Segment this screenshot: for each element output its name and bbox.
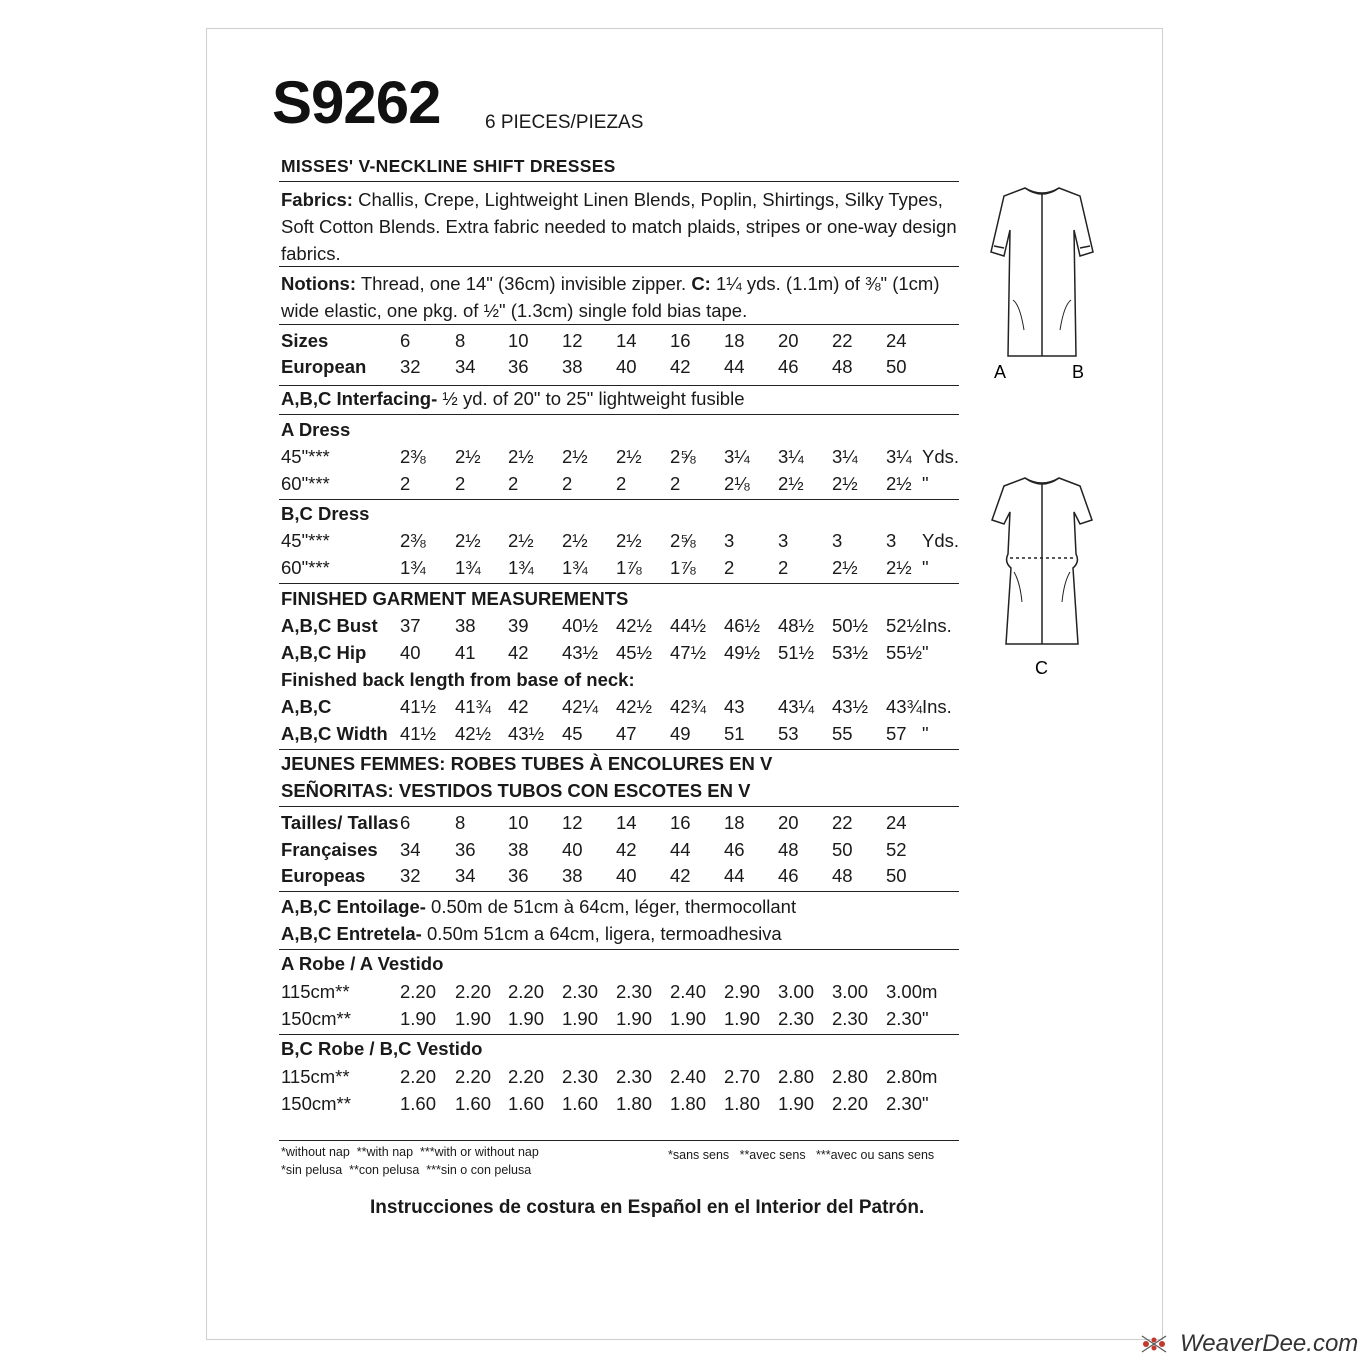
interfacing-line bbox=[281, 388, 745, 410]
sizes-row-cell: 20 bbox=[778, 330, 799, 351]
width-row-cell: 57 bbox=[886, 723, 907, 744]
bc-dress-60-row-unit: " bbox=[922, 557, 929, 578]
bc-dress-45-row-cell: 2⅜ bbox=[400, 530, 426, 551]
bc-dress-60-row-cell: 1⅞ bbox=[670, 557, 696, 578]
figure-label-a: A bbox=[994, 362, 1007, 382]
francaises-row-cell: 36 bbox=[455, 839, 476, 860]
bc-dress-60-row-cell: 2½ bbox=[886, 557, 912, 578]
bc-robe-115-row-cell: 2.80 bbox=[886, 1066, 923, 1087]
bust-row-cell: 38 bbox=[455, 615, 476, 636]
sizes-row-cell: 22 bbox=[832, 330, 853, 351]
europeas-row-cell: 46 bbox=[778, 865, 799, 886]
tailles-row-cell: 8 bbox=[455, 812, 466, 833]
bc-robe-115-row-cell: 2.20 bbox=[400, 1066, 437, 1087]
a-robe-115-row-cell: 2.20 bbox=[508, 981, 545, 1002]
bc-dress-60-row-cell: 2 bbox=[724, 557, 735, 578]
figure-label-c: C bbox=[1035, 658, 1048, 678]
a-dress-60-row-label: 60"*** bbox=[281, 473, 330, 494]
divider bbox=[279, 949, 959, 950]
europeas-row-cell: 36 bbox=[508, 865, 529, 886]
footnote-en-3: ***with or without nap bbox=[420, 1145, 539, 1159]
bc-robe-150-row-cell: 1.80 bbox=[670, 1093, 707, 1114]
sizes-row-cell: 16 bbox=[670, 330, 691, 351]
notions-block bbox=[281, 270, 971, 324]
width-row-cell: 49 bbox=[670, 723, 691, 744]
european-row-cell: 46 bbox=[778, 356, 799, 377]
a-robe-150-row-cell: 2.30 bbox=[778, 1008, 815, 1029]
a-dress-45-row-cell: 3¼ bbox=[886, 446, 912, 467]
a-dress-45-row-label: 45"*** bbox=[281, 446, 330, 467]
entoilage-label: A,B,C Entoilage- bbox=[281, 896, 426, 917]
width-row-cell: 55 bbox=[832, 723, 853, 744]
a-dress-45-row-cell: 3¼ bbox=[778, 446, 804, 467]
a-dress-60-row-cell: 2 bbox=[400, 473, 411, 494]
tailles-row-cell: 18 bbox=[724, 812, 745, 833]
back-length-row-cell: 41½ bbox=[400, 696, 437, 717]
bust-row-unit: Ins. bbox=[922, 615, 952, 636]
sizes-row-cell: 8 bbox=[455, 330, 466, 351]
divider bbox=[279, 414, 959, 415]
hip-row-cell: 55½ bbox=[886, 642, 923, 663]
europeas-row-cell: 40 bbox=[616, 865, 637, 886]
bc-robe-115-row-cell: 2.20 bbox=[455, 1066, 492, 1087]
bust-row-cell: 39 bbox=[508, 615, 529, 636]
bc-robe-150-row-cell: 1.60 bbox=[508, 1093, 545, 1114]
fabrics-label: Fabrics: bbox=[281, 189, 353, 210]
back-length-row-unit: Ins. bbox=[922, 696, 952, 717]
width-row-label: A,B,C Width bbox=[281, 723, 388, 744]
hip-row-cell: 51½ bbox=[778, 642, 815, 663]
francaises-row-label: Françaises bbox=[281, 839, 378, 860]
back-length-row-cell: 43¾ bbox=[886, 696, 923, 717]
a-robe-150-row-cell: 1.90 bbox=[562, 1008, 599, 1029]
bc-dress-45-row-cell: 3 bbox=[886, 530, 897, 551]
europeas-row-cell: 38 bbox=[562, 865, 583, 886]
a-dress-60-row-cell: 2⅛ bbox=[724, 473, 750, 494]
bc-robe-115-row-unit: m bbox=[922, 1066, 938, 1087]
francaises-row-cell: 38 bbox=[508, 839, 529, 860]
bc-robe-115-row-cell: 2.70 bbox=[724, 1066, 761, 1087]
european-row-cell: 40 bbox=[616, 356, 637, 377]
francaises-row-cell: 48 bbox=[778, 839, 799, 860]
tailles-row-label: Tailles/ Tallas bbox=[281, 812, 399, 833]
a-dress-45-row-cell: 2⅝ bbox=[670, 446, 696, 467]
europeas-row-cell: 48 bbox=[832, 865, 853, 886]
a-robe-115-row-cell: 2.30 bbox=[616, 981, 653, 1002]
bc-dress-45-row-cell: 2½ bbox=[562, 530, 588, 551]
a-robe-heading: A Robe / A Vestido bbox=[281, 953, 444, 974]
watermark: WeaverDee.com bbox=[1180, 1330, 1359, 1357]
footnote-fr-1: *sans sens bbox=[668, 1148, 730, 1162]
divider bbox=[279, 583, 959, 584]
european-row-cell: 44 bbox=[724, 356, 745, 377]
bc-dress-45-row-cell: 2½ bbox=[455, 530, 481, 551]
footnote-fr-3: ***avec ou sans sens bbox=[816, 1148, 935, 1162]
francaises-row-cell: 44 bbox=[670, 839, 691, 860]
a-dress-60-row-cell: 2 bbox=[670, 473, 681, 494]
european-row-cell: 50 bbox=[886, 356, 907, 377]
divider bbox=[279, 1034, 959, 1035]
footnote-en-1: *without nap bbox=[281, 1145, 350, 1159]
back-length-row-cell: 43 bbox=[724, 696, 745, 717]
a-dress-45-row-cell: 2½ bbox=[455, 446, 481, 467]
bc-robe-115-row-cell: 2.20 bbox=[508, 1066, 545, 1087]
bc-robe-150-row-cell: 1.60 bbox=[562, 1093, 599, 1114]
divider bbox=[279, 385, 959, 386]
bust-row-cell: 40½ bbox=[562, 615, 599, 636]
back-length-row-cell: 42¼ bbox=[562, 696, 599, 717]
a-robe-115-row-cell: 2.30 bbox=[562, 981, 599, 1002]
sizes-row-cell: 12 bbox=[562, 330, 583, 351]
european-row-cell: 48 bbox=[832, 356, 853, 377]
width-row-cell: 47 bbox=[616, 723, 637, 744]
bust-row-cell: 44½ bbox=[670, 615, 707, 636]
hip-row-cell: 42 bbox=[508, 642, 529, 663]
hip-row-cell: 47½ bbox=[670, 642, 707, 663]
bc-dress-60-row-cell: 1¾ bbox=[455, 557, 481, 578]
a-dress-60-row-cell: 2 bbox=[455, 473, 466, 494]
pieces-count: 6 PIECES/PIEZAS bbox=[485, 112, 644, 133]
sizes-row-cell: 24 bbox=[886, 330, 907, 351]
francaises-row-cell: 46 bbox=[724, 839, 745, 860]
a-robe-150-row-unit: " bbox=[922, 1008, 929, 1029]
divider bbox=[279, 181, 959, 182]
sizes-row-cell: 10 bbox=[508, 330, 529, 351]
a-dress-45-row-cell: 2½ bbox=[562, 446, 588, 467]
bc-dress-heading: B,C Dress bbox=[281, 503, 370, 524]
bc-dress-60-row-cell: 1⅞ bbox=[616, 557, 642, 578]
back-length-row-cell: 42½ bbox=[616, 696, 653, 717]
sizes-row-cell: 18 bbox=[724, 330, 745, 351]
a-robe-115-row-cell: 3.00 bbox=[886, 981, 923, 1002]
a-dress-45-row-unit: Yds. bbox=[922, 446, 960, 467]
tailles-row-cell: 20 bbox=[778, 812, 799, 833]
notions-text-2: 1¼ yds. (1.1m) of ⅜" (1cm) wide elastic, one pkg. of ½" (1.3cm) single fold bias tape. bbox=[281, 273, 940, 321]
hip-row-cell: 45½ bbox=[616, 642, 653, 663]
bust-row-cell: 52½ bbox=[886, 615, 923, 636]
a-robe-150-row-cell: 1.90 bbox=[508, 1008, 545, 1029]
notions-text-1: Thread, one 14" (36cm) invisible zipper. bbox=[356, 273, 692, 294]
a-robe-115-row-cell: 3.00 bbox=[832, 981, 869, 1002]
a-dress-45-row-cell: 3¼ bbox=[832, 446, 858, 467]
entretela-text: 0.50m 51cm a 64cm, ligera, termoadhesiva bbox=[421, 923, 782, 944]
european-row-cell: 38 bbox=[562, 356, 583, 377]
hip-row-unit: " bbox=[922, 642, 929, 663]
bc-robe-150-row-unit: " bbox=[922, 1093, 929, 1114]
a-robe-115-row-cell: 3.00 bbox=[778, 981, 815, 1002]
pattern-title: MISSES' V-NECKLINE SHIFT DRESSES bbox=[281, 156, 616, 176]
bc-dress-60-row-cell: 1¾ bbox=[400, 557, 426, 578]
bc-dress-45-row-cell: 3 bbox=[832, 530, 843, 551]
bc-dress-60-row-cell: 2½ bbox=[832, 557, 858, 578]
bc-robe-heading: B,C Robe / B,C Vestido bbox=[281, 1038, 483, 1059]
a-robe-150-row-cell: 1.90 bbox=[400, 1008, 437, 1029]
a-robe-115-row-label: 115cm** bbox=[281, 981, 350, 1002]
footnote-es bbox=[281, 1163, 531, 1177]
hip-row-cell: 41 bbox=[455, 642, 476, 663]
bc-dress-45-row-cell: 3 bbox=[724, 530, 735, 551]
a-dress-45-row-cell: 2½ bbox=[508, 446, 534, 467]
bc-dress-45-row-cell: 2½ bbox=[616, 530, 642, 551]
europeas-row-cell: 44 bbox=[724, 865, 745, 886]
sizes-row-cell: 6 bbox=[400, 330, 411, 351]
a-robe-150-row-cell: 2.30 bbox=[832, 1008, 869, 1029]
figure-label-b: B bbox=[1072, 362, 1085, 382]
footnote-es-1: *sin pelusa bbox=[281, 1163, 343, 1177]
bust-row-label: A,B,C Bust bbox=[281, 615, 378, 636]
a-dress-45-row-cell: 3¼ bbox=[724, 446, 750, 467]
hip-row-cell: 43½ bbox=[562, 642, 599, 663]
tailles-row-cell: 10 bbox=[508, 812, 529, 833]
a-robe-150-row-cell: 1.90 bbox=[616, 1008, 653, 1029]
spanish-instructions-note: Instrucciones de costura en Español en el Interior del Patrón. bbox=[370, 1197, 925, 1218]
bc-robe-115-row-cell: 2.40 bbox=[670, 1066, 707, 1087]
divider bbox=[279, 266, 959, 267]
tailles-row-cell: 14 bbox=[616, 812, 637, 833]
a-dress-45-row-cell: 2⅜ bbox=[400, 446, 426, 467]
bc-robe-115-row-cell: 2.30 bbox=[562, 1066, 599, 1087]
back-length-heading: Finished back length from base of neck: bbox=[281, 669, 635, 690]
bc-dress-45-row-cell: 2½ bbox=[508, 530, 534, 551]
bc-robe-150-row-cell: 1.80 bbox=[724, 1093, 761, 1114]
back-length-row-cell: 43½ bbox=[832, 696, 869, 717]
notions-label: Notions: bbox=[281, 273, 357, 294]
bust-row-cell: 37 bbox=[400, 615, 421, 636]
a-robe-150-row-cell: 2.30 bbox=[886, 1008, 923, 1029]
bc-robe-150-row-label: 150cm** bbox=[281, 1093, 351, 1114]
a-robe-115-row-cell: 2.20 bbox=[455, 981, 492, 1002]
interfacing-label: A,B,C Interfacing- bbox=[281, 388, 438, 409]
bust-row-cell: 46½ bbox=[724, 615, 761, 636]
francaises-row-cell: 34 bbox=[400, 839, 421, 860]
fabrics-block bbox=[281, 186, 971, 267]
europeas-row-cell: 32 bbox=[400, 865, 421, 886]
a-robe-115-row-cell: 2.40 bbox=[670, 981, 707, 1002]
width-row-cell: 43½ bbox=[508, 723, 545, 744]
a-dress-60-row-cell: 2 bbox=[562, 473, 573, 494]
tailles-row-cell: 6 bbox=[400, 812, 411, 833]
hip-row-cell: 49½ bbox=[724, 642, 761, 663]
a-dress-60-row-cell: 2 bbox=[616, 473, 627, 494]
european-row-label: European bbox=[281, 356, 367, 377]
bc-dress-60-row-cell: 1¾ bbox=[562, 557, 588, 578]
bc-dress-60-row-label: 60"*** bbox=[281, 557, 330, 578]
bc-robe-150-row-cell: 1.60 bbox=[400, 1093, 437, 1114]
dress-ab-illustration bbox=[980, 180, 1100, 390]
dress-c-illustration bbox=[980, 472, 1100, 682]
a-dress-60-row-cell: 2½ bbox=[832, 473, 858, 494]
entretela-line bbox=[281, 923, 782, 945]
width-row-unit: " bbox=[922, 723, 929, 744]
divider bbox=[279, 499, 959, 500]
footnote-en-2: **with nap bbox=[356, 1145, 414, 1159]
french-title: JEUNES FEMMES: ROBES TUBES À ENCOLURES EN V bbox=[281, 753, 773, 774]
entoilage-text: 0.50m de 51cm à 64cm, léger, thermocollant bbox=[425, 896, 797, 917]
width-row-cell: 42½ bbox=[455, 723, 492, 744]
spanish-title: SEÑORITAS: VESTIDOS TUBOS CON ESCOTES EN V bbox=[281, 780, 751, 801]
interfacing-text: ½ yd. of 20" to 25" lightweight fusible bbox=[437, 388, 745, 409]
francaises-row-cell: 50 bbox=[832, 839, 853, 860]
back-length-row-label: A,B,C bbox=[281, 696, 332, 717]
width-row-cell: 41½ bbox=[400, 723, 437, 744]
bc-robe-115-row-cell: 2.80 bbox=[778, 1066, 815, 1087]
back-length-row-cell: 42 bbox=[508, 696, 529, 717]
divider bbox=[279, 324, 959, 325]
bc-dress-45-row-cell: 2⅝ bbox=[670, 530, 696, 551]
bc-robe-115-row-cell: 2.80 bbox=[832, 1066, 869, 1087]
width-row-cell: 45 bbox=[562, 723, 583, 744]
a-robe-150-row-cell: 1.90 bbox=[670, 1008, 707, 1029]
europeas-row-label: Europeas bbox=[281, 865, 366, 886]
europeas-row-cell: 34 bbox=[455, 865, 476, 886]
european-row-cell: 32 bbox=[400, 356, 421, 377]
european-row-cell: 42 bbox=[670, 356, 691, 377]
a-dress-60-row-unit: " bbox=[922, 473, 929, 494]
bc-robe-150-row-cell: 2.20 bbox=[832, 1093, 869, 1114]
a-dress-60-row-cell: 2½ bbox=[778, 473, 804, 494]
bc-robe-150-row-cell: 1.90 bbox=[778, 1093, 815, 1114]
divider bbox=[279, 1140, 959, 1141]
back-length-row-cell: 41¾ bbox=[455, 696, 492, 717]
europeas-row-cell: 42 bbox=[670, 865, 691, 886]
footnote-es-2: **con pelusa bbox=[349, 1163, 420, 1177]
bc-robe-150-row-cell: 1.80 bbox=[616, 1093, 653, 1114]
tailles-row-cell: 12 bbox=[562, 812, 583, 833]
a-robe-115-row-cell: 2.90 bbox=[724, 981, 761, 1002]
a-robe-115-row-cell: 2.20 bbox=[400, 981, 437, 1002]
hip-row-cell: 53½ bbox=[832, 642, 869, 663]
tailles-row-cell: 24 bbox=[886, 812, 907, 833]
a-robe-150-row-cell: 1.90 bbox=[724, 1008, 761, 1029]
francaises-row-cell: 40 bbox=[562, 839, 583, 860]
fabrics-text: Challis, Crepe, Lightweight Linen Blends, Poplin, Shirtings, Silky Types, Soft Cotton Blends. Extra fabric needed to match plaids, stripes or one-way design fabrics. bbox=[281, 189, 957, 264]
back-length-row-cell: 42¾ bbox=[670, 696, 707, 717]
hip-row-label: A,B,C Hip bbox=[281, 642, 367, 663]
sizes-row-label: Sizes bbox=[281, 330, 329, 351]
width-row-cell: 53 bbox=[778, 723, 799, 744]
footnote-en bbox=[281, 1145, 539, 1159]
tailles-row-cell: 22 bbox=[832, 812, 853, 833]
bc-dress-45-row-unit: Yds. bbox=[922, 530, 960, 551]
a-dress-45-row-cell: 2½ bbox=[616, 446, 642, 467]
bc-robe-150-row-cell: 2.30 bbox=[886, 1093, 923, 1114]
entoilage-line bbox=[281, 896, 796, 918]
back-length-row-cell: 43¼ bbox=[778, 696, 815, 717]
width-row-cell: 51 bbox=[724, 723, 745, 744]
a-dress-60-row-cell: 2 bbox=[508, 473, 519, 494]
bc-dress-45-row-label: 45"*** bbox=[281, 530, 330, 551]
bc-robe-150-row-cell: 1.60 bbox=[455, 1093, 492, 1114]
tailles-row-cell: 16 bbox=[670, 812, 691, 833]
divider bbox=[279, 749, 959, 750]
bust-row-cell: 48½ bbox=[778, 615, 815, 636]
francaises-row-cell: 42 bbox=[616, 839, 637, 860]
notions-c-label: C: bbox=[691, 273, 711, 294]
hip-row-cell: 40 bbox=[400, 642, 421, 663]
a-robe-150-row-cell: 1.90 bbox=[455, 1008, 492, 1029]
bc-dress-45-row-cell: 3 bbox=[778, 530, 789, 551]
europeas-row-cell: 50 bbox=[886, 865, 907, 886]
weaverdee-logo-icon bbox=[1138, 1330, 1176, 1358]
finished-measurements-heading: FINISHED GARMENT MEASUREMENTS bbox=[281, 588, 629, 609]
sizes-row-cell: 14 bbox=[616, 330, 637, 351]
bust-row-cell: 50½ bbox=[832, 615, 869, 636]
francaises-row-cell: 52 bbox=[886, 839, 907, 860]
bc-dress-60-row-cell: 2 bbox=[778, 557, 789, 578]
footnote-fr bbox=[668, 1148, 934, 1162]
a-robe-150-row-label: 150cm** bbox=[281, 1008, 351, 1029]
european-row-cell: 36 bbox=[508, 356, 529, 377]
bc-robe-115-row-cell: 2.30 bbox=[616, 1066, 653, 1087]
a-dress-heading: A Dress bbox=[281, 419, 351, 440]
a-dress-60-row-cell: 2½ bbox=[886, 473, 912, 494]
pattern-code: S9262 bbox=[272, 69, 441, 136]
divider bbox=[279, 806, 959, 807]
footnote-es-3: ***sin o con pelusa bbox=[426, 1163, 532, 1177]
footnote-fr-2: **avec sens bbox=[739, 1148, 806, 1162]
bc-dress-60-row-cell: 1¾ bbox=[508, 557, 534, 578]
a-robe-115-row-unit: m bbox=[922, 981, 938, 1002]
bust-row-cell: 42½ bbox=[616, 615, 653, 636]
bc-robe-115-row-label: 115cm** bbox=[281, 1066, 350, 1087]
divider bbox=[279, 891, 959, 892]
european-row-cell: 34 bbox=[455, 356, 476, 377]
entretela-label: A,B,C Entretela- bbox=[281, 923, 422, 944]
